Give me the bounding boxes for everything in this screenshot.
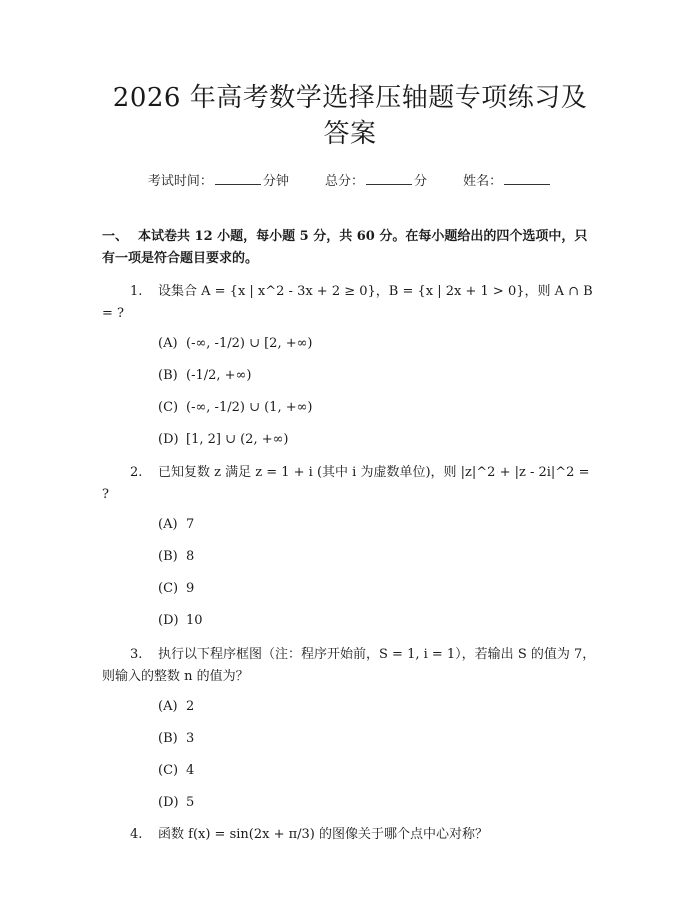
section-instructions: 本试卷共 12 小题，每小题 5 分，共 60 分。在每小题给出的四个选项中，只有一项是符合题目要求的。: [102, 229, 588, 266]
option-label: (C): [158, 581, 179, 596]
question-2: [102, 462, 598, 506]
exam-time-label: 考试时间：: [147, 174, 213, 189]
question-number: 1.: [130, 284, 143, 299]
question-3: [102, 644, 598, 688]
option-label: (B): [158, 368, 178, 383]
option-b: [102, 365, 598, 387]
document-title: 2026 年高考数学选择压轴题专项练习及答案: [112, 83, 588, 149]
question-number: 4.: [130, 827, 143, 842]
option-text: 2: [186, 699, 195, 714]
option-label: (C): [158, 400, 179, 415]
question-1-options: [102, 333, 598, 451]
option-c: [102, 397, 598, 419]
option-label: (D): [158, 613, 179, 628]
option-label: (A): [158, 699, 178, 714]
option-d: [102, 429, 598, 451]
section-number: 一、: [102, 229, 129, 244]
option-label: (B): [158, 731, 178, 746]
total-score-blank: [366, 172, 412, 185]
total-score-label: 总分：: [324, 174, 364, 189]
option-label: (D): [158, 432, 179, 447]
option-label: (C): [158, 763, 179, 778]
option-b: [102, 546, 598, 568]
total-score-unit: 分: [414, 174, 428, 189]
option-text: [1, 2] ∪ (2, +∞): [186, 432, 289, 447]
option-d: [102, 610, 598, 632]
option-text: 8: [186, 549, 195, 564]
student-name-field: [463, 172, 552, 192]
question-text: 函数 f(x) = sin(2x + π/3) 的图像关于哪个点中心对称？: [158, 827, 489, 842]
student-name-blank: [504, 172, 550, 185]
option-d: [102, 792, 598, 814]
question-1: [102, 281, 598, 325]
question-number: 2.: [130, 465, 143, 480]
option-label: (D): [158, 795, 179, 810]
question-4: [102, 824, 598, 846]
section-header: [102, 226, 598, 270]
option-c: [102, 760, 598, 782]
option-text: 7: [186, 517, 195, 532]
exam-time-blank: [215, 172, 261, 185]
student-name-label: 姓名：: [463, 174, 503, 189]
question-text: 执行以下程序框图（注：程序开始前，S = 1, i = 1），若输出 S 的值为 7，则输入的整数 n 的值为？: [102, 647, 596, 684]
option-text: 9: [186, 581, 195, 596]
exam-meta: [102, 172, 598, 192]
exam-time-field: [148, 172, 289, 192]
option-text: 5: [186, 795, 195, 810]
option-text: 4: [186, 763, 195, 778]
question-2-options: [102, 514, 598, 632]
option-c: [102, 578, 598, 600]
total-score-field: [325, 172, 427, 192]
option-b: [102, 728, 598, 750]
option-label: (A): [158, 336, 178, 351]
question-3-options: [102, 696, 598, 814]
option-text: (-∞, -1/2) ∪ [2, +∞): [186, 336, 313, 351]
question-number: 3.: [130, 647, 143, 662]
option-a: [102, 696, 598, 718]
question-text: 已知复数 z 满足 z = 1 + i (其中 i 为虚数单位)，则 |z|^2 + |z - 2i|^2 = ?: [102, 465, 590, 502]
question-text: 设集合 A = {x | x^2 - 3x + 2 ≥ 0}，B = {x | 2x + 1 > 0}，则 A ∩ B = ?: [102, 284, 593, 321]
option-a: [102, 333, 598, 355]
exam-time-unit: 分钟: [262, 174, 289, 189]
option-text: (-1/2, +∞): [186, 368, 252, 383]
option-text: (-∞, -1/2) ∪ (1, +∞): [186, 400, 313, 415]
option-label: (A): [158, 517, 178, 532]
option-text: 3: [186, 731, 195, 746]
option-label: (B): [158, 549, 178, 564]
option-a: [102, 514, 598, 536]
option-text: 10: [186, 613, 203, 628]
